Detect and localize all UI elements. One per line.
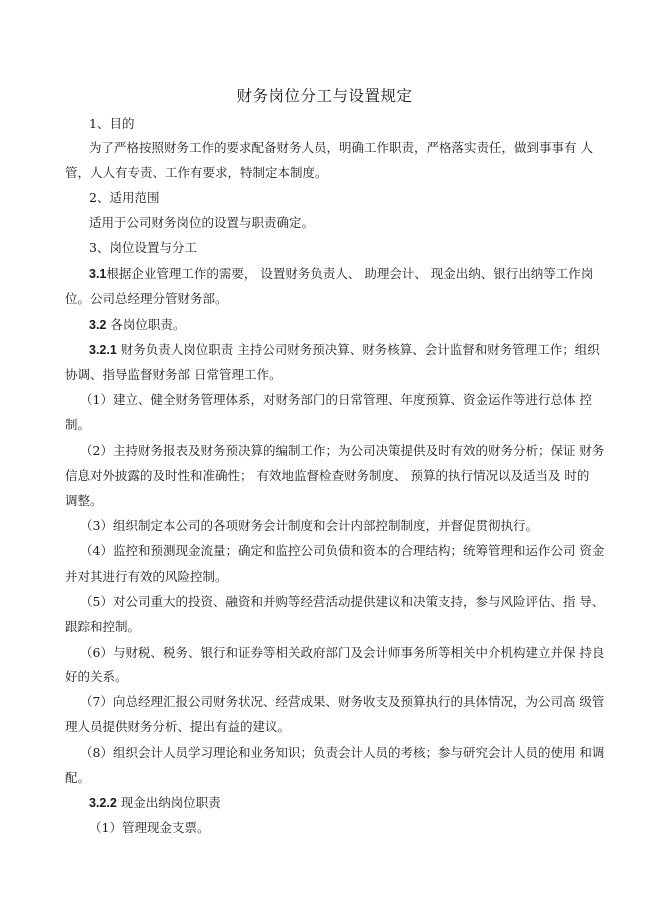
section-3-heading: 3、岗位设置与分工: [89, 240, 197, 255]
section-3-2-2-text: 现金出纳岗位职责: [116, 795, 221, 810]
section-3-1-paragraph-line: [89, 266, 593, 282]
duty-item-1-line: （1）建立、健全财务管理体系，对财务部门的日常管理、年度预算、资金运作等进行总体 控: [80, 392, 592, 407]
duty-item-8-line: 配。: [65, 770, 91, 785]
section-3-2-1-number: 3.2.1: [89, 343, 117, 357]
duty-item-5-line: 跟踪和控制。: [65, 619, 141, 634]
document-title: 财务岗位分工与设置规定: [236, 87, 413, 105]
duty-item-6-line: 好的关系。: [65, 669, 128, 684]
section-3-2-text: 各岗位职责。: [106, 317, 186, 332]
section-3-1-text: 根据企业管理工作的需要， 设置财务负责人、 助理会计、 现金出纳、银行出纳等工作岗: [106, 266, 594, 281]
section-3-1-paragraph-line: 位。公司总经理分管财务部。: [65, 291, 228, 306]
duty-item-4-line: 并对其进行有效的风险控制。: [65, 569, 228, 584]
section-3-2-1-paragraph-line: [89, 342, 600, 358]
duty-item-2-line: 信息对外披露的及时性和准确性； 有效地监督检查财务制度、 预算的执行情况以及适当及 时的: [65, 468, 590, 483]
section-3-2-heading: [89, 317, 185, 333]
duty-item-2-line: （2）主持财务报表及财务预决算的编制工作；为公司决策提供及时有效的财务分析；保证 财务: [80, 443, 605, 458]
section-3-2-2-number: 3.2.2: [89, 796, 117, 810]
section-1-heading: 1、目的: [89, 116, 135, 131]
duty-item-2-line: 调整。: [65, 493, 103, 508]
section-3-1-number: 3.1: [89, 267, 107, 281]
duty-item-5-line: （5）对公司重大的投资、融资和并购等经营活动提供建议和决策支持，参与风险评估、指 导、: [80, 594, 605, 609]
duty-item-7-line: （7）向总经理汇报公司财务状况、经营成果、财务收支及预算执行的具体情况，为公司高 级管: [80, 694, 605, 709]
section-2-heading: 2、适用范围: [89, 190, 160, 205]
cashier-duty-item-1-line: （1）管理现金支票。: [89, 820, 210, 835]
duty-item-8-line: （8）组织会计人员学习理论和业务知识；负责会计人员的考核；参与研究会计人员的使用 和调: [80, 745, 605, 760]
section-1-paragraph-line: 管，人人有专责、工作有要求，特制定本制度。: [65, 165, 328, 180]
section-3-2-number: 3.2: [89, 318, 107, 332]
section-3-2-2-heading: [89, 795, 221, 811]
section-2-paragraph: 适用于公司财务岗位的设置与职责确定。: [89, 215, 315, 230]
section-1-paragraph-line: 为了严格按照财务工作的要求配备财务人员，明确工作职责，严格落实责任，做到事事有 人: [89, 140, 593, 155]
duty-item-7-line: 理人员提供财务分析、提出有益的建议。: [65, 719, 291, 734]
duty-item-3-line: （3）组织制定本公司的各项财务会计制度和会计内部控制制度，并督促贯彻执行。: [80, 518, 538, 533]
duty-item-6-line: （6）与财税、税务、银行和证券等相关政府部门及会计师事务所等相关中介机构建立并保 持良: [80, 645, 605, 660]
duty-item-1-line: 制。: [65, 417, 91, 432]
section-3-2-1-paragraph-line: 协调、指导监督财务部 日常管理工作。: [65, 367, 282, 382]
section-3-2-1-text: 财务负责人岗位职责 主持公司财务预决算、财务核算、会计监督和财务管理工作；组织: [116, 342, 600, 357]
duty-item-4-line: （4）监控和预测现金流量；确定和监控公司负债和资本的合理结构；统筹管理和运作公司 资金: [80, 543, 605, 558]
